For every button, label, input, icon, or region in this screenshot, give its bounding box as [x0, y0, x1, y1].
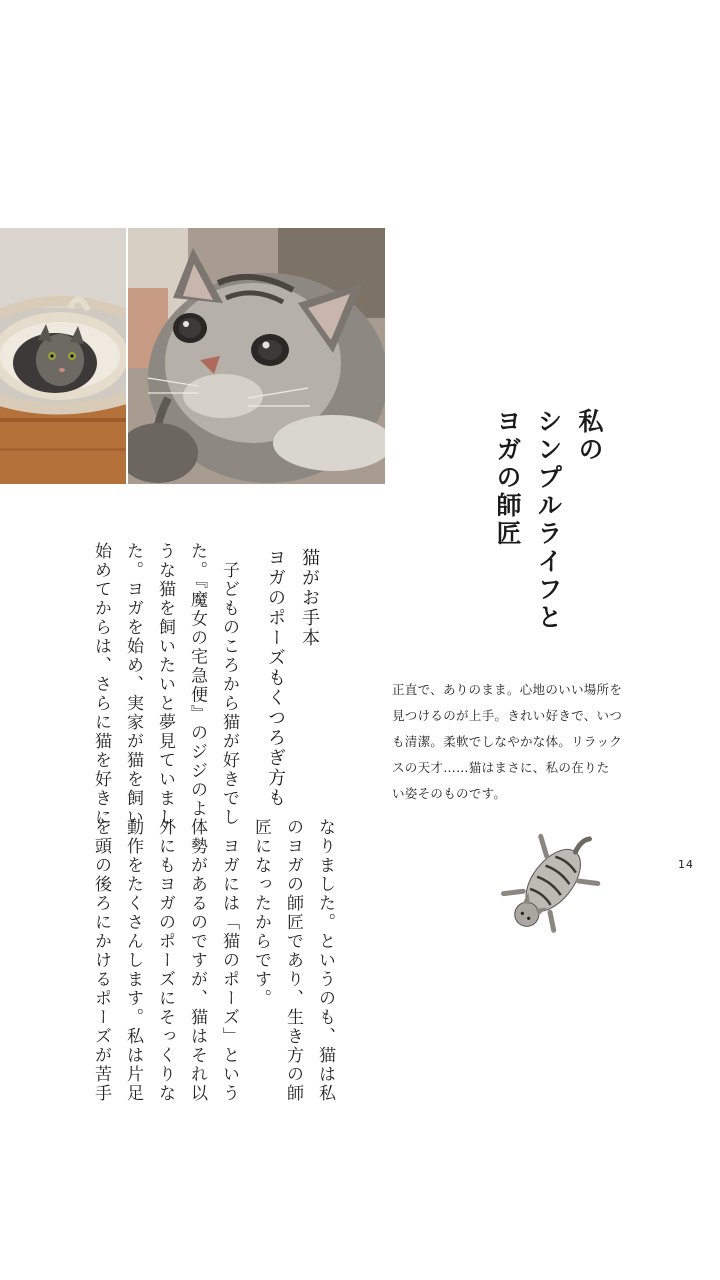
page-number: 14	[678, 858, 694, 871]
section-subheading: 猫がお手本 ヨガのポーズもくつろぎ方も	[265, 548, 320, 808]
photo-cat-in-basket	[0, 228, 126, 484]
cat-sketch-illustration	[495, 825, 610, 940]
tabby-closeup-image	[128, 228, 385, 484]
article-title: 私の シンプルライフと ヨガの師匠	[493, 408, 604, 632]
cat-lying-icon	[495, 825, 610, 940]
body-text-lower: なりました。というのも、猫は私 のヨガの師匠であり、生き方の師 匠になったからです。 ヨガには「猫のポーズ」という 体勢があるのですが、猫はそれ以 外にもヨガのポーズにそっくりな 動作をたくさんします。私は片足 を頭の後ろにかけるポーズが苦手	[91, 818, 335, 1103]
photo-caption: 正直で、ありのまま。心地のいい場所を 見つけるのが上手。きれい好きで、いつ も清潔。柔軟でしなやかな体。リラック スの天才……猫はまさに、私の在りた い姿そのものです。	[392, 682, 623, 801]
cat-in-basket-image	[0, 228, 126, 484]
body-text-upper: 子どものころから猫が好きでし た。『魔女の宅急便』のジジのよ うな猫を飼いたいと夢見ていまし た。ヨガを始め、実家が猫を飼い 始めてからは、さらに猫を好きに	[91, 542, 239, 827]
photo-tabby-closeup	[128, 228, 385, 484]
